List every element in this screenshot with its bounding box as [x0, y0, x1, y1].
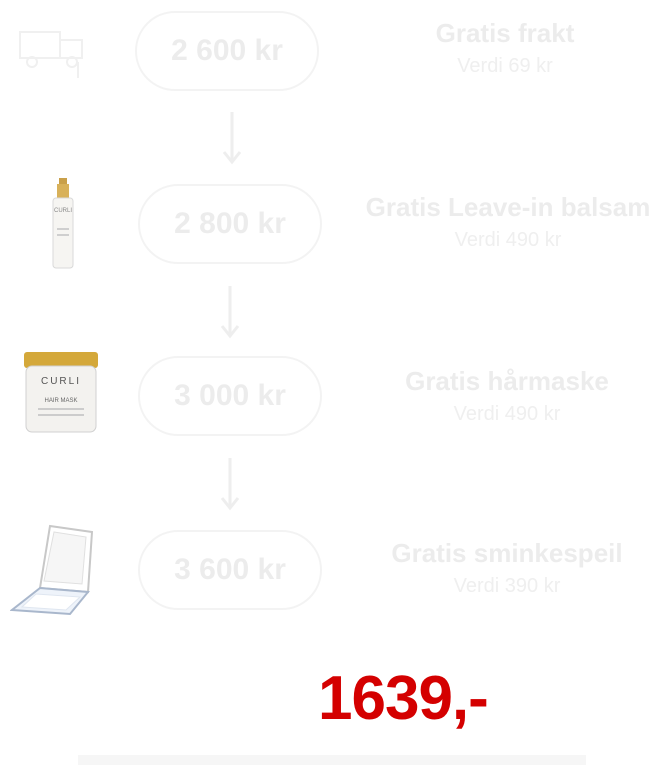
- down-arrow-icon: [220, 456, 240, 512]
- tier-threshold-pill: [138, 530, 322, 610]
- tier-threshold-label: 3 000 kr: [174, 379, 286, 412]
- hair-mask-jar-image: [22, 350, 100, 434]
- tier-threshold-pill: [138, 356, 322, 436]
- tier-reward: [380, 18, 630, 78]
- tier-threshold-pill: [138, 184, 322, 264]
- tier-reward-title: Gratis Leave-in balsam: [365, 192, 651, 222]
- tier-threshold-label: 2 600 kr: [171, 34, 283, 67]
- leave-in-bottle-image: [50, 178, 76, 270]
- tier-reward-title: Gratis frakt: [435, 18, 575, 48]
- makeup-mirror-image: [10, 522, 96, 618]
- tier-reward-title: Gratis sminkespeil: [391, 538, 623, 568]
- tier-reward-value: Verdi 490 kr: [453, 403, 561, 425]
- tier-reward: [380, 538, 634, 598]
- footer-text-strip: [78, 752, 586, 768]
- tier-reward-value: Verdi 390 kr: [453, 575, 561, 597]
- tier-reward-title: Gratis hårmaske: [405, 366, 609, 396]
- tier-reward-value: Verdi 490 kr: [454, 229, 562, 251]
- price-label: 1639,-: [318, 664, 488, 733]
- tier-threshold-label: 3 600 kr: [174, 553, 286, 586]
- svg-text:CURLI: CURLI: [40, 376, 82, 387]
- tier-threshold-label: 2 800 kr: [174, 207, 286, 240]
- svg-text:HAIR MASK: HAIR MASK: [44, 398, 78, 404]
- tier-reward: [380, 366, 634, 426]
- svg-text:CURLI: CURLI: [53, 208, 73, 214]
- shipping-icon: [12, 18, 102, 80]
- down-arrow-icon: [220, 284, 240, 340]
- down-arrow-icon: [222, 110, 242, 166]
- tier-reward: [362, 192, 654, 252]
- tier-threshold-pill: [135, 11, 319, 91]
- tier-reward-value: Verdi 69 kr: [457, 55, 553, 77]
